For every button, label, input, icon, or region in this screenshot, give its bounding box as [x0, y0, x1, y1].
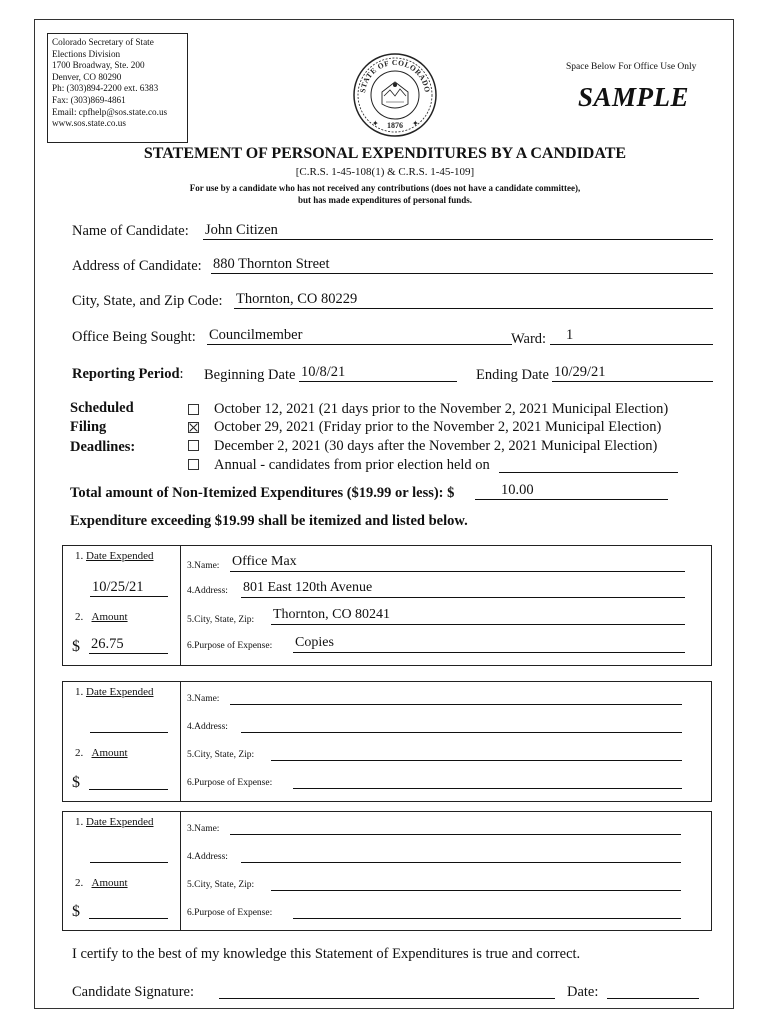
deadline-option-2: October 29, 2021 (Friday prior to the November 2, 2021 Municipal Election)	[214, 419, 662, 435]
address-label: Address of Candidate:	[72, 258, 202, 274]
purpose-label: 6.Purpose of Expense:	[187, 641, 273, 651]
deadline-checkbox-1[interactable]	[188, 404, 199, 415]
date-label-text: Date Expended	[86, 550, 154, 562]
deadline-option-1: October 12, 2021 (21 days prior to the November 2, 2021 Municipal Election)	[214, 401, 669, 417]
date-number: 1.	[75, 816, 84, 828]
svg-text:✦: ✦	[412, 119, 419, 128]
agency-address-box	[47, 33, 188, 143]
city-label: 5.City, State, Zip:	[187, 750, 255, 760]
signature-date-label: Date:	[567, 984, 599, 1000]
date-expended-label	[75, 686, 154, 698]
entry-divider	[180, 812, 181, 930]
agency-line: Colorado Secretary of State	[52, 37, 154, 47]
deadlines-label-1: Scheduled	[70, 400, 134, 416]
payee-name-field[interactable]: Office Max	[230, 554, 685, 572]
name-label: 3.Name:	[187, 561, 220, 571]
deadlines-label-3: Deadlines:	[70, 439, 136, 455]
amount-label	[75, 611, 128, 623]
deadline-checkbox-3[interactable]	[188, 440, 199, 451]
purpose-field[interactable]: Copies	[293, 635, 685, 653]
amount-field[interactable]: 26.75	[89, 636, 168, 654]
ward-label: Ward:	[511, 331, 547, 347]
entry-divider	[180, 682, 181, 801]
reporting-period-colon: :	[179, 366, 184, 382]
form-title: STATEMENT OF PERSONAL EXPENDITURES BY A CANDIDATE	[143, 145, 627, 162]
city-field[interactable]: Thornton, CO 80229	[234, 291, 713, 309]
payee-city-field[interactable]	[271, 743, 682, 761]
date-label-text: Date Expended	[86, 686, 154, 698]
date-number: 1.	[75, 686, 84, 698]
purpose-label: 6.Purpose of Expense:	[187, 778, 273, 788]
address-label: 4.Address:	[187, 852, 228, 862]
address-label: 4.Address:	[187, 586, 228, 596]
city-label: 5.City, State, Zip:	[187, 880, 255, 890]
amount-number: 2.	[75, 877, 84, 889]
itemized-note: Expenditure exceeding $19.99 shall be itemized and listed below.	[70, 513, 468, 529]
amount-label	[75, 747, 128, 759]
ward-field[interactable]: 1	[550, 327, 713, 345]
name-label: 3.Name:	[187, 824, 220, 834]
deadline-checkbox-2[interactable]	[188, 422, 199, 433]
svg-text:✦: ✦	[372, 119, 379, 128]
purpose-field[interactable]	[293, 901, 681, 919]
date-field[interactable]	[90, 845, 168, 863]
deadline-checkbox-4[interactable]	[188, 459, 199, 470]
expenditure-entry-1	[62, 545, 712, 666]
address-label: 4.Address:	[187, 722, 228, 732]
payee-city-field[interactable]: Thornton, CO 80241	[271, 607, 685, 625]
agency-line: Ph: (303)894-2200 ext. 6383	[52, 83, 159, 94]
statute-reference: [C.R.S. 1-45-108(1) & C.R.S. 1-45-109]	[295, 166, 475, 178]
date-label-text: Date Expended	[86, 816, 154, 828]
dollar-sign: $	[72, 903, 80, 920]
city-label: 5.City, State, Zip:	[187, 615, 255, 625]
deadlines-label-2: Filing	[70, 419, 107, 435]
prior-election-date-field[interactable]	[499, 455, 678, 473]
payee-city-field[interactable]	[271, 873, 681, 891]
amount-number: 2.	[75, 747, 84, 759]
usage-note-line: but has made expenditures of personal funds.	[297, 195, 473, 205]
payee-address-field[interactable]	[241, 715, 682, 733]
date-number: 1.	[75, 550, 84, 562]
amount-label	[75, 877, 128, 889]
amount-field[interactable]	[89, 901, 168, 919]
name-label: Name of Candidate:	[72, 223, 189, 239]
signature-date-field[interactable]	[607, 981, 699, 999]
date-expended-label	[75, 816, 154, 828]
total-field[interactable]: 10.00	[475, 482, 668, 500]
expenditure-entry-2	[62, 681, 712, 802]
certification-text: I certify to the best of my knowledge this Statement of Expenditures is true and correct.	[72, 946, 581, 962]
office-use-note: Space Below For Office Use Only	[566, 62, 697, 72]
payee-name-field[interactable]	[230, 817, 681, 835]
office-field[interactable]: Councilmember	[207, 327, 512, 345]
dollar-sign: $	[72, 774, 80, 791]
usage-note-line: For use by a candidate who has not received any contributions (does not have a candidate committee),	[189, 183, 581, 193]
amount-number: 2.	[75, 611, 84, 623]
agency-line: Fax: (303)869-4861	[52, 94, 126, 105]
agency-line: Elections Division	[52, 48, 121, 59]
reporting-period-label	[72, 366, 184, 383]
signature-field[interactable]	[219, 981, 555, 999]
date-expended-label	[75, 550, 154, 562]
agency-line: 1700 Broadway, Ste. 200	[52, 60, 145, 71]
address-field[interactable]: 880 Thornton Street	[211, 256, 713, 274]
amount-label-text: Amount	[91, 877, 128, 889]
expenditure-entry-3	[62, 811, 712, 931]
entry-divider	[180, 546, 181, 665]
office-label: Office Being Sought:	[72, 329, 196, 345]
purpose-label: 6.Purpose of Expense:	[187, 908, 273, 918]
date-field[interactable]	[90, 715, 168, 733]
seal-year: 1876	[387, 121, 403, 130]
payee-name-field[interactable]	[230, 687, 682, 705]
amount-label-text: Amount	[91, 611, 128, 623]
payee-address-field[interactable]: 801 East 120th Avenue	[241, 580, 685, 598]
dollar-sign: $	[72, 638, 80, 655]
sample-watermark: SAMPLE	[578, 82, 690, 112]
agency-line: Email: cpfhelp@sos.state.co.us	[52, 106, 168, 117]
ending-date-label: Ending Date	[476, 367, 549, 383]
name-field[interactable]: John Citizen	[203, 222, 713, 240]
agency-line: Denver, CO 80290	[52, 71, 122, 82]
total-label: Total amount of Non-Itemized Expenditures ($19.99 or less): $	[70, 485, 455, 501]
date-field[interactable]: 10/25/21	[90, 579, 168, 597]
purpose-field[interactable]	[293, 771, 682, 789]
agency-line: www.sos.state.co.us	[52, 118, 126, 129]
deadline-option-3: December 2, 2021 (30 days after the November 2, 2021 Municipal Election)	[214, 438, 658, 454]
reporting-period-text: Reporting Period	[72, 366, 180, 382]
amount-field[interactable]	[89, 772, 168, 790]
seal-text: STATE OF COLORADO	[358, 57, 433, 94]
amount-label-text: Amount	[91, 747, 128, 759]
signature-label: Candidate Signature:	[72, 984, 195, 1000]
name-label: 3.Name:	[187, 694, 220, 704]
payee-address-field[interactable]	[241, 845, 681, 863]
ending-date-field[interactable]: 10/29/21	[552, 364, 713, 382]
usage-note	[0, 182, 770, 206]
beginning-date-label: Beginning Date	[204, 367, 296, 383]
city-label: City, State, and Zip Code:	[72, 293, 223, 309]
deadline-option-4: Annual - candidates from prior election held on	[214, 457, 490, 473]
colorado-state-seal-icon	[352, 52, 438, 138]
beginning-date-field[interactable]: 10/8/21	[299, 364, 457, 382]
